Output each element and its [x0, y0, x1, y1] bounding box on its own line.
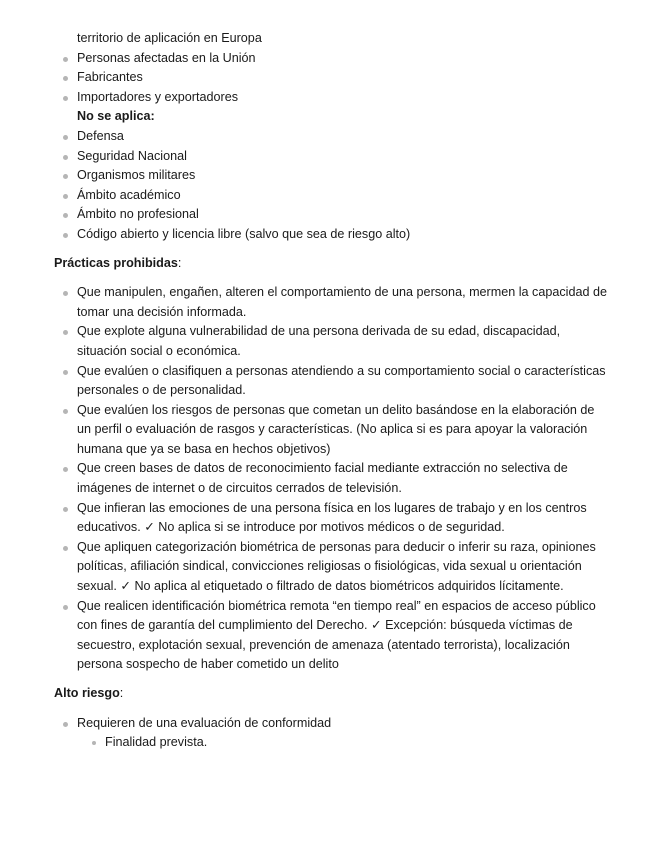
list-item: Que realicen identificación biométrica remota “en tiempo real” en espacios de acceso público con fines de garantía del cumplimiento del Derecho. ✓ Excepción: búsqueda víctimas de secuestro, explotación sexual, prevención de amenaza (atentado terrorista), localización persona sospecho de haber cometido un delito — [0, 597, 655, 675]
list-item: Que explote alguna vulnerabilidad de una persona derivada de su edad, discapacidad, situación social o económica. — [0, 322, 655, 361]
list-item: Personas afectadas en la Unión — [0, 49, 655, 69]
list-item: territorio de aplicación en Europa — [77, 31, 262, 45]
alto-riesgo-heading-suffix: : — [119, 686, 124, 700]
list-item: Requieren de una evaluación de conformidad — [0, 714, 655, 734]
list-item: Que creen bases de datos de reconocimiento facial mediante extracción no selectiva de imágenes de internet o de circuitos cerrados de televisión. — [0, 459, 655, 498]
list-item: Seguridad Nacional — [0, 147, 655, 167]
alto-riesgo-list — [0, 714, 655, 753]
list-item: Que apliquen categorización biométrica de personas para deducir o inferir su raza, opiniones políticas, afiliación sindical, convicciones religiosas o fisiológicas, vida sexual u orientación sexual. ✓ No aplica al etiquetado o filtrado de datos biométricos adquiridos lícitamente. — [0, 538, 655, 597]
list-item: Ámbito académico — [0, 186, 655, 206]
ambito-aplica-list — [0, 29, 655, 245]
list-item: Organismos militares — [0, 166, 655, 186]
list-item: Ámbito no profesional — [0, 205, 655, 225]
list-item: Defensa — [0, 127, 655, 147]
alto-riesgo-heading — [0, 684, 655, 704]
list-item: Fabricantes — [0, 68, 655, 88]
no-aplica-label: No se aplica: — [77, 109, 155, 124]
list-item: Importadores y exportadores — [0, 88, 655, 108]
list-item: Que infieran las emociones de una persona física en los lugares de trabajo y en los centros educativos. ✓ No aplica si se introduce por motivos médicos o de seguridad. — [0, 499, 655, 538]
practicas-heading — [0, 254, 655, 274]
sub-list-item: Finalidad prevista. — [0, 733, 655, 753]
alto-riesgo-heading-text: Alto riesgo — [54, 686, 120, 700]
list-item: Código abierto y licencia libre (salvo que sea de riesgo alto) — [0, 225, 655, 245]
list-item: Que evalúen los riesgos de personas que cometan un delito basándose en la elaboración de un perfil o evaluación de rasgos y características. (No aplica si es para apoyar la valoración humana que ya se basa en hechos objetivos) — [0, 401, 655, 460]
list-item: Que evalúen o clasifiquen a personas atendiendo a su comportamiento social o características personales o de personalidad. — [0, 362, 655, 401]
practicas-heading-text: Prácticas prohibidas — [54, 255, 178, 270]
list-item: Que manipulen, engañen, alteren el comportamiento de una persona, mermen la capacidad de tomar una decisión informada. — [0, 283, 655, 322]
practicas-list — [0, 283, 655, 675]
practicas-heading-suffix: : — [177, 255, 182, 270]
